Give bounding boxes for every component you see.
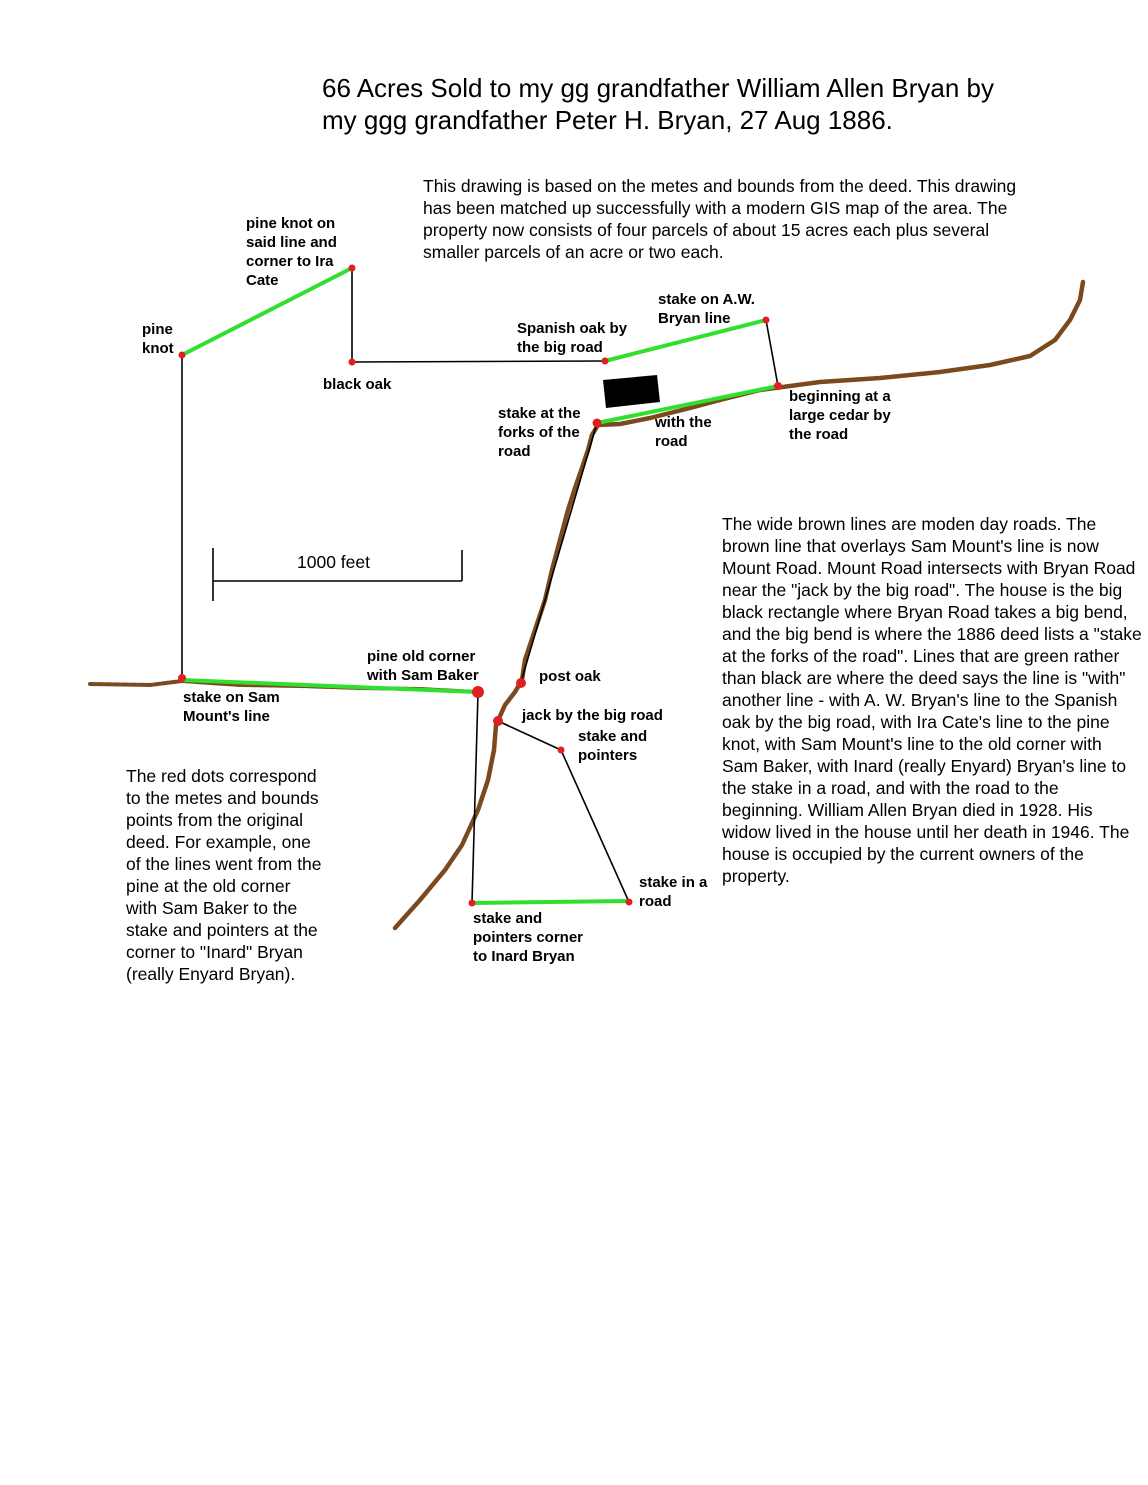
label-stake-sam-mount: stake on Sam Mount's line	[183, 689, 280, 725]
point-spanish-oak	[602, 358, 609, 365]
line-stake-pointers-to-stake-in-road	[561, 750, 629, 902]
page-title: 66 Acres Sold to my gg grandfather William Allen Bryan by my ggg grandfather Peter H. Bryan, 27 Aug 1886.	[322, 73, 994, 135]
label-spanish-oak: Spanish oak by the big road	[517, 320, 628, 356]
line-forks-to-post-oak	[521, 423, 597, 682]
label-stake-forks: stake at the forks of the road	[498, 405, 581, 460]
label-post-oak: post oak	[539, 668, 601, 685]
label-pine-old-corner: pine old corner with Sam Baker	[367, 648, 479, 684]
label-black-oak: black oak	[323, 376, 392, 393]
point-stake-sam-mount	[178, 674, 186, 682]
point-stake-pointers	[558, 747, 565, 754]
label-pine-knot: pine knot	[142, 321, 174, 357]
line-jack-to-stake-pointers	[498, 721, 561, 750]
label-stake-aw-bryan: stake on A.W. Bryan line	[658, 291, 755, 327]
point-stake-in-road	[626, 899, 633, 906]
dots-note: The red dots correspond to the metes and bounds points from the original deed. For example, one of the lines went from the pine at the old corner with Sam Baker to the stake and pointers at the corner to "Inard" Bryan (really Enyard Bryan).	[126, 766, 322, 984]
point-beginning	[774, 382, 782, 390]
point-pine-old-corner	[472, 686, 484, 698]
label-jack-big-road: jack by the big road	[522, 707, 663, 724]
point-post-oak	[516, 678, 526, 688]
with-line-inard-bryan	[472, 901, 629, 903]
intro-note: This drawing is based on the metes and bounds from the deed. This drawing has been matched up successfully with a modern GIS map of the area. The property now consists of four parcels of about 15 acres each plus several smaller parcels of an acre or two each.	[423, 176, 1017, 262]
label-pine-knot-corner: pine knot on said line and corner to Ira Cate	[246, 215, 337, 289]
point-jack-big-road	[493, 716, 503, 726]
line-pine-old-corner-to-pointers-corner	[472, 693, 478, 903]
point-stake-aw-bryan	[763, 317, 770, 324]
label-stake-pointers-corner: stake and pointers corner to Inard Bryan	[473, 910, 584, 965]
label-with-the-road: with the road	[655, 414, 712, 450]
house	[603, 375, 660, 408]
point-stake-forks	[593, 419, 602, 428]
label-stake-pointers: stake and pointers	[578, 728, 648, 764]
label-beginning: beginning at a large cedar by the road	[789, 388, 891, 443]
point-pointers-corner	[469, 900, 476, 907]
point-pine-knot-corner	[349, 265, 356, 272]
roads-note: The wide brown lines are moden day roads. The brown line that overlays Sam Mount's line is now Mount Road. Mount Road intersects with Bryan Road near the "jack by the big road". The house is the big black rectangle where Bryan Road takes a big bend, and the big bend is where the 1886 deed lists a "stake at the forks of the road". Lines that are green rather than black are where the deed says the line is "with" another line - with A. W. Bryan's line to the Spanish oak by the big road, with Ira Cate's line to the pine knot, with Sam Mount's line to the old corner with Sam Baker, with Inard (really Enyard) Bryan's line to the stake in a road, and with the road to the beginning. William Allen Bryan died in 1928. His widow lived in the house until her death in 1946. The house is occupied by the current owners of the property.	[722, 514, 1142, 886]
line-black-oak-to-spanish-oak	[352, 361, 605, 362]
scale-label: 1000 feet	[297, 552, 370, 572]
line-stake-aw-to-beginning	[766, 320, 778, 386]
point-black-oak	[349, 359, 356, 366]
label-stake-in-road: stake in a road	[639, 874, 708, 910]
point-pine-knot	[179, 352, 186, 359]
